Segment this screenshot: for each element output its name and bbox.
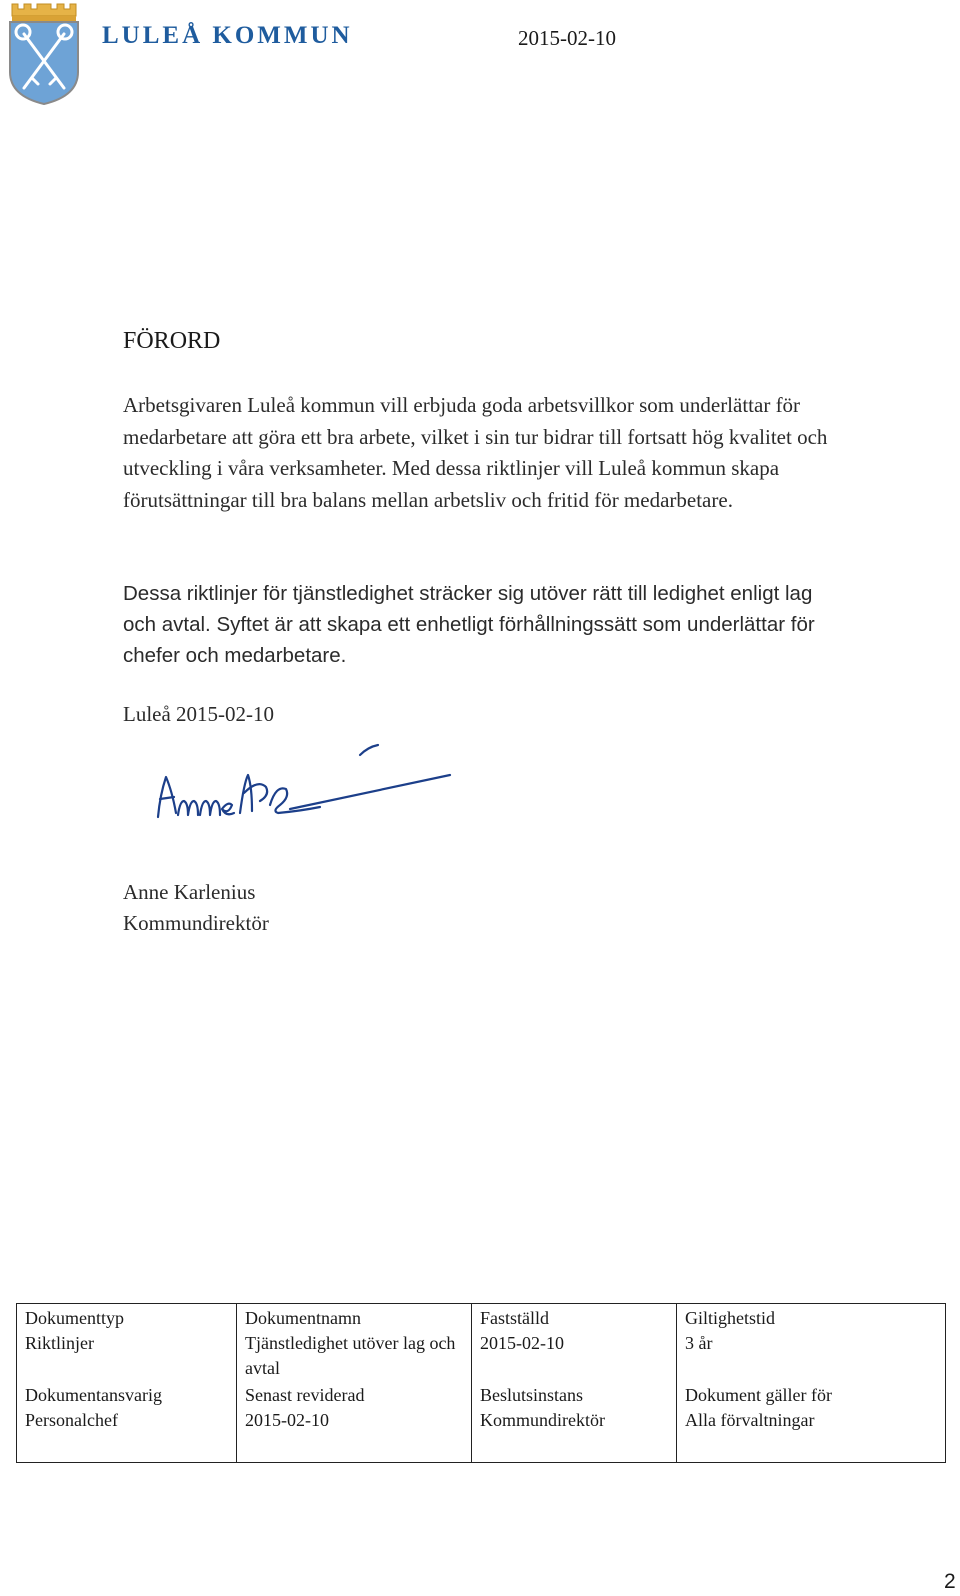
paragraph-purpose: Dessa riktlinjer för tjänstledighet sträcker sig utöver rätt till ledighet enligt lag och avtal. Syftet är att skapa ett enhetligt förhållningssätt som underlättar för chefer och medarbetare. [123,582,815,667]
paragraph-intro: Arbetsgivaren Luleå kommun vill erbjuda goda arbetsvillkor som underlättar för medarbetare att göra ett bra arbete, vilket i sin tur bidrar till fortsatt hög kvalitet och utveckling i våra verksamheter. Med dessa riktlinjer vill Luleå kommun skapa förutsättningar till bra balans mellan arbetsliv och fritid för medarbetare. [123,393,828,512]
doc-scope-value: Alla förvaltningar [685,1410,815,1430]
doc-decision-body-label: Beslutsinstans [480,1385,584,1405]
doc-validity-label: Giltighetstid [685,1308,775,1328]
doc-scope-label: Dokument gäller för [685,1385,832,1405]
lulea-coat-of-arms-icon [6,0,82,108]
signer-name: Anne Karlenius [123,880,256,904]
organization-name: LULEÅ KOMMUN [102,22,353,49]
doc-decision-body-value: Kommundirektör [480,1410,605,1430]
doc-adopted-label: Fastställd [480,1308,550,1328]
page-number: 2 [944,1570,956,1593]
page-title: FÖRORD [123,328,221,354]
doc-name-label: Dokumentnamn [245,1308,361,1328]
doc-revised-value: 2015-02-10 [245,1410,329,1430]
doc-owner-label: Dokumentansvarig [25,1385,162,1405]
header-date: 2015-02-10 [518,26,616,50]
doc-info-cell-type [17,1304,237,1463]
doc-type-value: Riktlinjer [25,1333,94,1353]
doc-info-cell-validity [677,1304,946,1463]
doc-owner-value: Personalchef [25,1410,118,1430]
doc-revised-label: Senast reviderad [245,1385,365,1405]
doc-name-value: Tjänstledighet utöver lag och avtal [245,1333,456,1378]
doc-type-label: Dokumenttyp [25,1308,124,1328]
doc-validity-value: 3 år [685,1333,713,1353]
document-info-table [16,1303,946,1463]
signature-image [120,735,470,845]
place-date: Luleå 2015-02-10 [123,702,275,726]
doc-info-cell-name [237,1304,472,1463]
doc-adopted-value: 2015-02-10 [480,1333,564,1353]
doc-info-cell-adopted [472,1304,677,1463]
signer-title: Kommundirektör [123,911,269,935]
